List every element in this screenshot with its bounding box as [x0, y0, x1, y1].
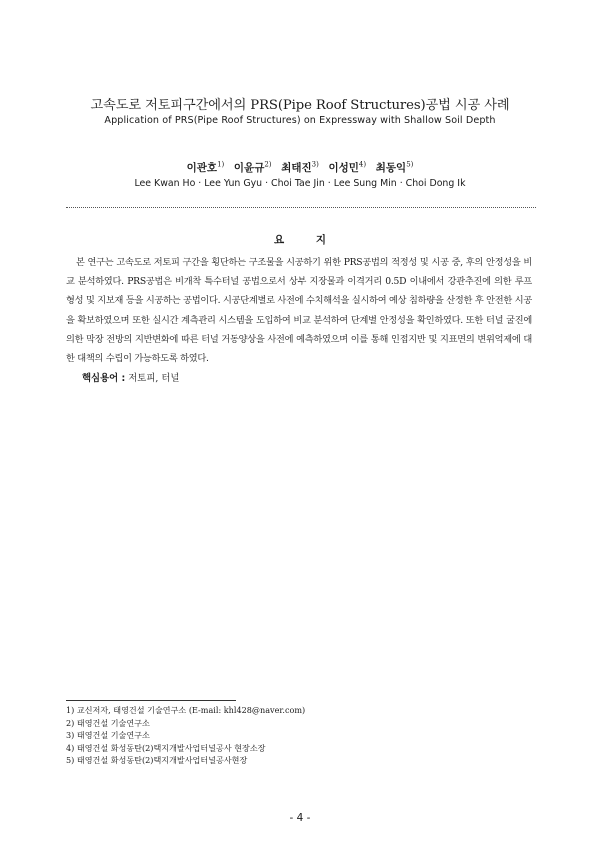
author-name: 최동익	[375, 162, 407, 174]
author-list-korean	[0, 160, 600, 175]
author-affiliation-mark: 3)	[311, 160, 319, 169]
paper-title-english: Application of PRS(Pipe Roof Structures) on Expressway with Shallow Soil Depth	[104, 115, 496, 126]
author-name: 이성민	[328, 162, 359, 174]
paper-title: 고속도로 저토피구간에서의 PRS(Pipe Roof Structures)공법 시공 사례	[90, 98, 510, 113]
footnote-rule	[66, 700, 236, 701]
author-affiliation-mark: 1)	[217, 160, 225, 169]
page-number: - 4 -	[289, 812, 311, 824]
footnote: 1) 교신저자, 태영건설 기술연구소 (E-mail: khl428@naver.com)	[66, 705, 306, 715]
abstract-heading: 요 지	[274, 234, 340, 246]
author-affiliation-mark: 4)	[358, 160, 367, 169]
author	[376, 162, 414, 174]
author-name: 이윤규	[233, 162, 265, 174]
abstract-text: 본 연구는 고속도로 저토피 구간을 횡단하는 구조물을 시공하기 위한 PRS공법의 적정성 및 시공 중, 후의 안정성을 비교 분석하였다. PRS공법은 비개착 특수터널 공법으로서 상부 지장물과 이격거리 0.5D 이내에서 강관추진에 의한 루프 형성 및 지보재 등을 시공하는 공법이다. 시공단계별로 사전에 수치해석을 실시하여 예상 침하량을 산정한 후 안전한 시공을 확보하였으며 또한 실시간 계측관리 시스템을 도입하여 비교 분석하여 단계별 안정성을 확인하였다. 또한 터널 굴진에 의한 막장 전방의 지반변화에 따른 터널 거동양상을 사전에 예측하였으며 이를 통해 인접지반 및 지표면의 변위억제에 대한 대책의 수립이 가능하도록 하였다.	[66, 257, 532, 365]
dotted-divider	[66, 207, 536, 208]
author-affiliation-mark: 2)	[264, 160, 272, 169]
author-name: 이관호	[186, 162, 218, 174]
footnote: 4) 태영건설 화성동탄(2)택지개발사업터널공사 현장소장	[66, 742, 266, 753]
author-affiliation-mark: 5)	[406, 160, 414, 169]
author	[328, 162, 366, 174]
footnote: 5) 태영건설 화성동탄(2)택지개발사업터널공사현장	[66, 755, 248, 766]
author-name: 최태진	[281, 162, 312, 174]
author	[187, 162, 225, 174]
footnote: 2) 태영건설 기술연구소	[66, 717, 150, 728]
keywords	[82, 370, 179, 384]
keywords-label: 핵심용어 :	[82, 373, 126, 384]
keywords-value: 저토피, 터널	[128, 373, 180, 384]
footnote: 3) 태영건설 기술연구소	[66, 730, 150, 741]
author-list-english: Lee Kwan Ho · Lee Yun Gyu · Choi Tae Jin · Lee Sung Min · Choi Dong Ik	[134, 178, 466, 189]
author	[234, 162, 272, 174]
author	[281, 162, 319, 174]
footnotes	[66, 704, 536, 767]
